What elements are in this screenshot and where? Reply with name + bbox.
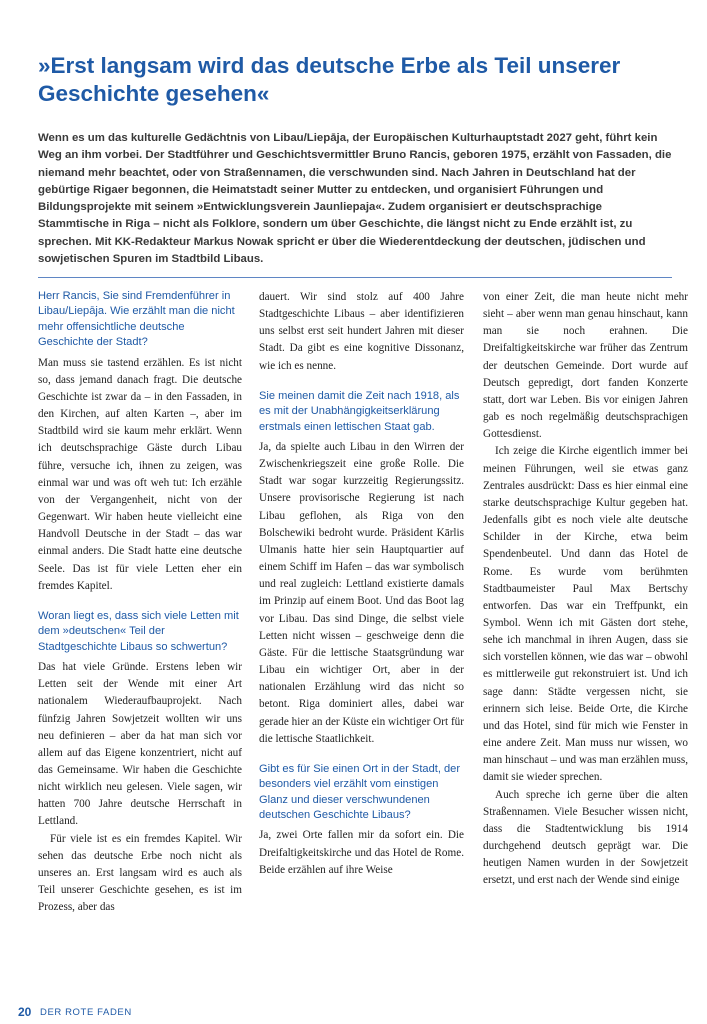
interview-answer: Ja, da spielte auch Libau in den Wirren der Zwischenkriegszeit eine große Rolle. Die Stadt war sogar kurzzeitig Regierungssitz. Unsere provisorische Regierung ist nach Libau geflohen, als Riga von den Bolschewiki bedroht wurde. Präsident Kārlis Ulmanis hatte hier sein Hauptquartier auf einem Schiff im Hafen – das war symbolisch und real zugleich: Lettland existierte damals im Prinzip auf einem Boot. Und das Boot lag vor Libau. Das sind Dinge, die selbst viele Letten nicht wissen – geschweige denn die Gäste. Für die lettische Staatsgründung war Libau ein wichtiger Ort, aber in der nationalen Erzählung wird das nicht so betont. Riga dominiert alles, dabei war gerade hier an der Küste ein wichtiger Ort für die lettische Staatlichkeit. — [259, 441, 464, 745]
interview-answer: Für viele ist es ein fremdes Kapitel. Wir sehen das deutsche Erbe noch nicht als unseres an. Erst langsam wird es auch als Teil unserer Geschichte gesehen, es ist im Prozess, aber das — [38, 832, 242, 914]
interview-question: Herr Rancis, Sie sind Fremdenführer in Libau/Liepāja. Wie erzählt man die nicht mehr offensichtliche deutsche Geschichte der Stadt? — [38, 290, 235, 349]
interview-answer: Ich zeige die Kirche eigentlich immer bei meinen Führungen, weil sie etwas ganz Zentrales ausdrückt: Dass es hier einmal eine starke deutschsprachige Kultur gegeben hat. Jedenfalls gibt es noch viele alte deutsche Schilder in der Kirche, etwa beim Spendenbeutel. Und dann das Hotel de Rome. Es wurde vom berühmten Stadtbaumeister Paul Max Bertschy entworfen. Das war ein Treffpunkt, ein Symbol. Wenn ich mit Gästen dort stehe, sehe ich manchmal in ihren Augen, dass sie sich vorstellen können, wie das war – obwohl es mittlerweile gut rekonstruiert ist. Und ich sage dann: Städte vergessen nicht, sie erinnern sich leise. Beide Orte, die Kirche und das Hotel, sind für mich wie Fenster in eine andere Zeit. Man muss nur wissen, wo man hinschaut – und was man erzählen muss, damit sie wieder sprechen. — [483, 445, 688, 784]
interview-answer: Auch spreche ich gerne über die alten Straßennamen. Viele Besucher wissen nicht, dass die Stadtentwicklung bis 1914 durchgehend deutsch geprägt war. Die heutigen Namen wurden in der Sowjetzeit ersetzt, und erst nach der Wende sind einige — [483, 788, 688, 887]
text-column-2 — [259, 289, 464, 879]
interview-answer: Ja, zwei Orte fallen mir da sofort ein. Die Dreifaltigkeitskirche und das Hotel de Rome. Beide erzählen auf ihre Weise — [259, 829, 464, 876]
interview-question: Woran liegt es, dass sich viele Letten mit dem »deutschen« Teil der Stadtgeschichte Libaus so schwertun? — [38, 609, 239, 653]
divider — [38, 277, 672, 278]
text-column-3 — [483, 289, 688, 889]
interview-answer: von einer Zeit, die man heute nicht mehr sieht – aber wenn man genau hinschaut, kann man sie noch erahnen. Die Dreifaltigkeitskirche war früher das Zentrum der deutschen Gemeinde. Dort wurde auf Deutsch gepredigt, dort fanden Konzerte statt, dort war Leben. Bis vor einigen Jahren gab es noch regelmäßig deutschsprachigen Gottesdienst. — [483, 291, 688, 441]
publication-name: DER ROTE FADEN — [40, 1007, 132, 1018]
text-column-1 — [38, 289, 242, 916]
interview-answer: dauert. Wir sind stolz auf 400 Jahre Stadtgeschichte Libaus – aber identifizieren uns selbst erst seit hundert Jahren mit dieser Stadt. Da gibt es eine kognitive Dissonanz, wie ich es nenne. — [259, 291, 464, 372]
article-intro — [38, 130, 672, 268]
intro-text: Wenn es um das kulturelle Gedächtnis von Libau/Liepāja, der Europäischen Kulturhauptstadt 2027 geht, führt kein Weg an ihm vorbei. Der Stadtführer und Geschichtsvermittler Bruno Rancis, geboren 1975, erzählt von Fassaden, die niemand mehr beachtet, oder von Straßennamen, die verschwunden sind. Nach Jahren in Deutschland hat der gebürtige Rigaer begonnen, die Heimatstadt seiner Mutter zu entdecken, und organisiert Führungen und Bildungsprojekte mit seinem »Entwicklungsverein Jaunliepaja«. Zudem organisiert er deutschsprachige Stammtische in Riga – nicht als Folklore, sondern um über Geschichte, die längst nicht zu Ende erzählt ist, zu sprechen. Mit KK-Redakteur Markus Nowak spricht er über die Wiederentdeckung der deutschen, jüdischen und sowjetischen Spuren im Stadtbild Libaus. — [38, 132, 672, 266]
interview-question: Sie meinen damit die Zeit nach 1918, als es mit der Unabhängigkeitserklärung erstmals einen lettischen Staat gab. — [259, 389, 460, 433]
interview-question: Gibt es für Sie einen Ort in der Stadt, der besonders viel erzählt vom einstigen Glanz und dieser verschwundenen deutschen Geschichte Libaus? — [259, 762, 461, 822]
article-headline: »Erst langsam wird das deutsche Erbe als Teil unserer Geschichte gesehen« — [38, 53, 621, 106]
interview-answer: Das hat viele Gründe. Erstens leben wir Letten seit der Wende mit einer Art nationalem Wiederaufbauprojekt. Nach fünfzig Jahren Sowjetzeit wollten wir uns neu definieren – aber da hat man sich vor allem auf das Eigene konzentriert, nicht auf das Gemeinsame. Wir haben die Geschichte nicht wirklich neu gelesen. Viele sagen, wir hatten 700 Jahre deutsche Herrschaft in Lettland. — [38, 661, 242, 828]
interview-answer: Man muss sie tastend erzählen. Es ist nicht so, dass jemand danach fragt. Die deutsche Geschichte ist zwar da – in den Fassaden, in den Kirchen, auf alten Karten –, aber im Stadtbild wird sie kaum mehr erklärt. Wenn ich deutschsprachige Gäste durch Libau führe, versuche ich, ihnen zu zeigen, was einmal war und was oft weh tut: Ich erzähle von der Vergangenheit, nicht von der Gegenwart. Wir haben heute vielleicht eine Handvoll Deutsche in der Stadt – das war einmal anders. Die Stadt hatte eine deutsche Seele. Das ist für viele Letten eher ein fremdes Kapitel. — [38, 356, 242, 592]
page-number: 20 — [18, 1005, 32, 1019]
